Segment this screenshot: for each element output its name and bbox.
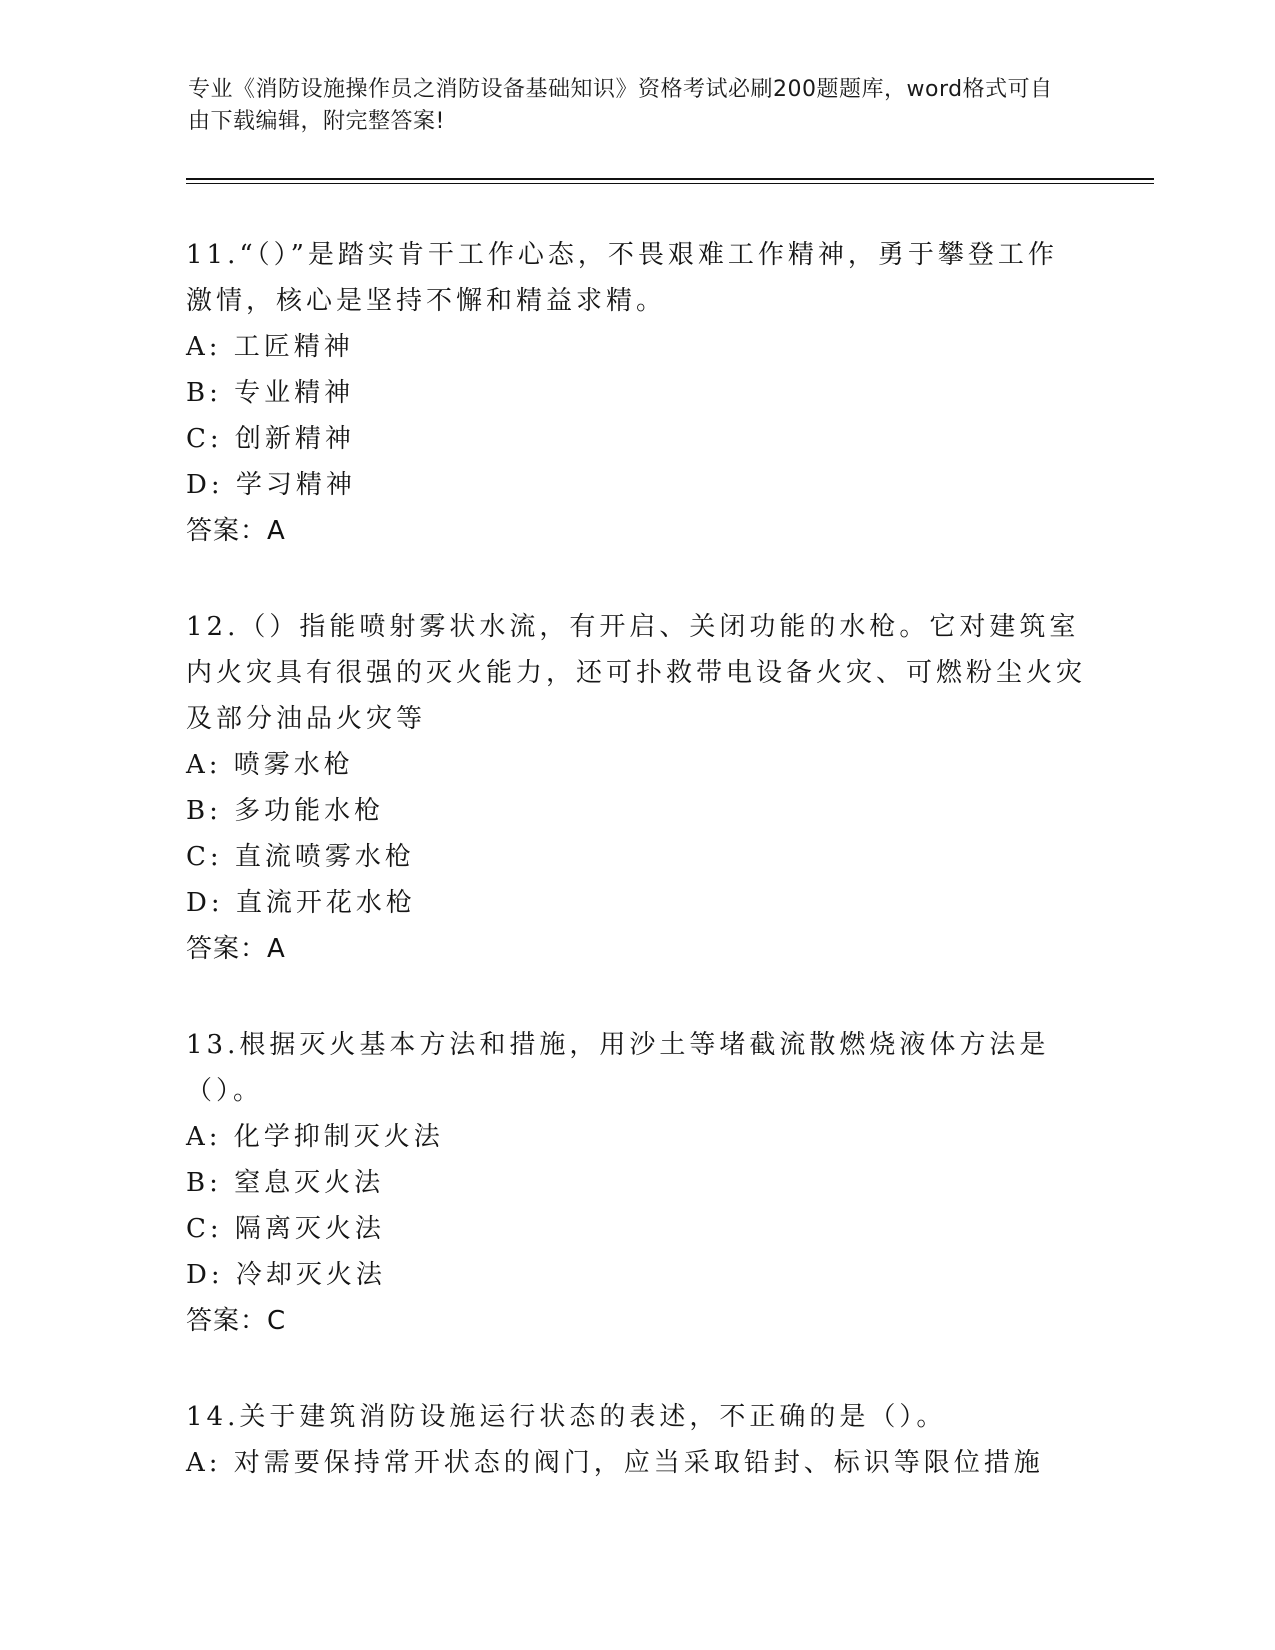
option-d: D: 冷却灭火法 [186,1260,386,1290]
option-b: B: 多功能水枪 [186,796,385,826]
question-text: 14.关于建筑消防设施运行状态的表述，不正确的是（）。 [186,1402,947,1432]
question-text: 12.（）指能喷射雾状水流，有开启、关闭功能的水枪。它对建筑室内火灾具有很强的灭火能力，还可扑救带电设备火灾、可燃粉尘火灾及部分油品火灾等 [186,612,1087,734]
question-text: 11.“（）”是踏实肯干工作心态，不畏艰难工作精神，勇于攀登工作激情，核心是坚持不懈和精益求精。 [186,240,1058,316]
document-header: 专业《消防设施操作员之消防设备基础知识》资格考试必刷200题题库，word格式可自由下载编辑，附完整答案! [188,77,1053,134]
header-divider-thin [186,183,1154,184]
option-b: B: 窒息灭火法 [186,1168,385,1198]
option-d: D: 直流开花水枪 [186,888,416,918]
question-12 [186,604,1086,972]
option-a: A: 化学抑制灭火法 [186,1122,444,1152]
option-b: B: 专业精神 [186,378,355,408]
option-c: C: 创新精神 [186,424,355,454]
option-c: C: 隔离灭火法 [186,1214,385,1244]
answer-line: 答案：A [186,516,286,546]
header-divider-thick [186,178,1154,180]
option-a: A: 对需要保持常开状态的阀门，应当采取铅封、标识等限位措施 [186,1448,1044,1478]
question-13 [186,1022,1086,1344]
question-11 [186,232,1086,554]
question-text: 13.根据灭火基本方法和措施，用沙土等堵截流散燃烧液体方法是（）。 [186,1030,1050,1106]
option-c: C: 直流喷雾水枪 [186,842,415,872]
answer-line: 答案：A [186,934,286,964]
question-14 [186,1394,1086,1486]
option-a: A: 工匠精神 [186,332,354,362]
question-list [186,232,1086,1536]
option-d: D: 学习精神 [186,470,356,500]
answer-line: 答案：C [186,1306,287,1336]
option-a: A: 喷雾水枪 [186,750,354,780]
